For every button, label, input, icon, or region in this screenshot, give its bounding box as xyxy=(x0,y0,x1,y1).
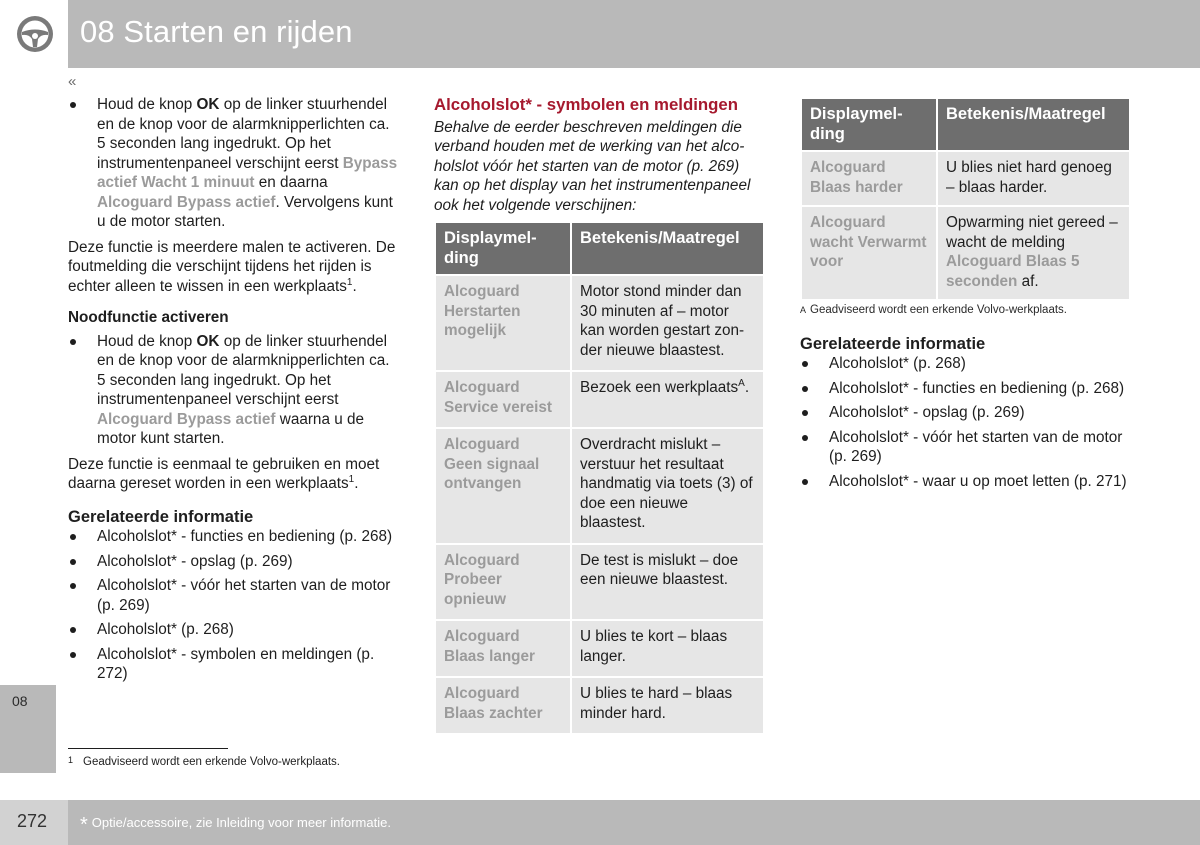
list-item: Houd de knop OK op de linker stuurhendel en de knop voor de alarmknipperlichten ca. 5 seconden lang ingedrukt. Op het instrumentenpaneel verschijnt eerst Bypass actief Wacht 1 minuut en daarna Alcoguard Bypass actief. Vervolgens kunt u de motor starten. xyxy=(68,95,400,232)
meaning-cell: U blies te kort – blaas langer. xyxy=(571,620,764,677)
display-message: Alcoguard Bypass actief xyxy=(97,193,276,211)
display-message: Alcoguard Herstarten mogelijk xyxy=(435,275,571,371)
display-message: Alcoguard Blaas langer xyxy=(435,620,571,677)
meaning-cell: Motor stond minder dan 30 minuten af – motor kan worden gestart zonder nieuwe blaastest. xyxy=(571,275,764,371)
table-footnote: A Geadviseerd wordt een erkende Volvo-werkplaats. xyxy=(800,304,1067,316)
display-message: Alcoguard Bypass actief xyxy=(97,410,276,428)
display-message: Alcoguard Blaas zachter xyxy=(435,677,571,734)
page-number-box xyxy=(0,800,68,845)
left-column xyxy=(68,95,400,690)
bypass-steps xyxy=(68,95,400,232)
sub-heading: Noodfunctie activeren xyxy=(68,309,229,326)
related-heading: Gerelateerde informatie xyxy=(68,507,254,526)
messages-table-continued xyxy=(800,97,1131,301)
table-header-row xyxy=(435,222,764,275)
display-message: Bypass actief Wacht 1 minuut xyxy=(97,154,398,191)
display-message: Alcoguard Blaas harder xyxy=(801,151,937,206)
table-row xyxy=(435,371,764,428)
related-list xyxy=(800,354,1132,491)
display-message: Alcoguard Service vereist xyxy=(435,371,571,428)
chapter-side-tab[interactable] xyxy=(0,685,56,773)
footnote: 1 Geadviseerd wordt een erkende Volvo-werkplaats. xyxy=(68,755,340,768)
right-column xyxy=(800,97,1132,497)
related-link[interactable]: Alcoholslot* - vóór het starten van de motor (p. 269) xyxy=(800,428,1132,467)
list-item: Houd de knop OK op de linker stuurhendel en de knop voor de alarmknipperlichten ca. 5 seconden lang ingedrukt. Op het instrumentenpaneel verschijnt eerst Alcoguard Bypass actief waarna u de motor kunt starten. xyxy=(68,332,400,449)
column-header: Displaymelding xyxy=(801,98,937,151)
column-header: Betekenis/Maatregel xyxy=(571,222,764,275)
table-row xyxy=(435,620,764,677)
table-row xyxy=(435,677,764,734)
chapter-number: 08 xyxy=(12,693,28,709)
table-header-row xyxy=(801,98,1130,151)
column-header: Betekenis/Maatregel xyxy=(937,98,1130,151)
paragraph: Deze functie is eenmaal te gebruiken en moet daarna gereset worden in een werkplaats$^1$. xyxy=(68,455,380,492)
display-message: Alcoguard wacht Verwarmt voor xyxy=(801,206,937,300)
section-title: Alcoholslot* - symbolen en meldingen xyxy=(434,95,738,114)
chapter-header xyxy=(0,0,1200,68)
related-link[interactable]: Alcoholslot* - symbolen en meldingen (p. 272) xyxy=(68,645,400,684)
intro-text: Behalve de eerder beschreven meldingen die verband houden met de werking van het alcoholslot vóór het starten van de motor (p. 269) kan op het display van het instrumentenpaneel ook het volgende verschijnen: xyxy=(434,118,751,214)
related-link[interactable]: Alcoholslot* (p. 268) xyxy=(68,620,400,640)
related-link[interactable]: Alcoholslot* - opslag (p. 269) xyxy=(800,403,1132,423)
steering-wheel-icon xyxy=(15,14,55,54)
paragraph: Deze functie is meerdere malen te activeren. De foutmelding die verschijnt tijdens het rijden is echter alleen te wissen in een werkplaats$^1$. xyxy=(68,238,396,295)
meaning-cell: U blies niet hard genoeg – blaas harder. xyxy=(937,151,1130,206)
related-link[interactable]: Alcoholslot* - waar u op moet letten (p. 271) xyxy=(800,472,1132,492)
display-message: Alcoguard Geen signaal ontvangen xyxy=(435,428,571,544)
meaning-cell: U blies te hard – blaas minder hard. xyxy=(571,677,764,734)
emergency-steps xyxy=(68,332,400,449)
table-row xyxy=(435,544,764,621)
meaning-cell: Bezoek een werkplaats$^A$. xyxy=(571,371,764,428)
display-message: Alcoguard Probeer opnieuw xyxy=(435,544,571,621)
table-row xyxy=(801,206,1130,300)
related-link[interactable]: Alcoholslot* - functies en bediening (p. 268) xyxy=(800,379,1132,399)
table-row xyxy=(435,275,764,371)
page-footer xyxy=(0,800,1200,845)
back-arrow-icon[interactable]: « xyxy=(68,73,74,90)
column-header: Displaymelding xyxy=(435,222,571,275)
meaning-cell: Opwarming niet gereed – wacht de melding Alcoguard Blaas 5 seconden af. xyxy=(937,206,1130,300)
asterisk-icon: * xyxy=(80,814,88,836)
chapter-title: 08 Starten en rijden xyxy=(80,14,353,49)
middle-column xyxy=(434,95,766,735)
related-heading: Gerelateerde informatie xyxy=(800,334,986,353)
table-row xyxy=(801,151,1130,206)
footnote-divider xyxy=(68,748,228,749)
page-number: 272 xyxy=(17,811,48,831)
meaning-cell: De test is mislukt – doe een nieuwe blaastest. xyxy=(571,544,764,621)
table-row xyxy=(435,428,764,544)
related-link[interactable]: Alcoholslot* - functies en bediening (p. 268) xyxy=(68,527,400,547)
related-link[interactable]: Alcoholslot* - opslag (p. 269) xyxy=(68,552,400,572)
related-list xyxy=(68,527,400,684)
related-link[interactable]: Alcoholslot* - vóór het starten van de motor (p. 269) xyxy=(68,576,400,615)
footer-note: * Optie/accessoire, zie Inleiding voor meer informatie. xyxy=(80,814,391,836)
meaning-cell: Overdracht mislukt – verstuur het resultaat handmatig via toets (3) of doe een nieuwe blaastest. xyxy=(571,428,764,544)
display-message: Alcoguard Blaas 5 seconden xyxy=(946,253,1080,290)
related-link[interactable]: Alcoholslot* (p. 268) xyxy=(800,354,1132,374)
chapter-icon-tab xyxy=(0,0,68,68)
messages-table xyxy=(434,221,765,735)
